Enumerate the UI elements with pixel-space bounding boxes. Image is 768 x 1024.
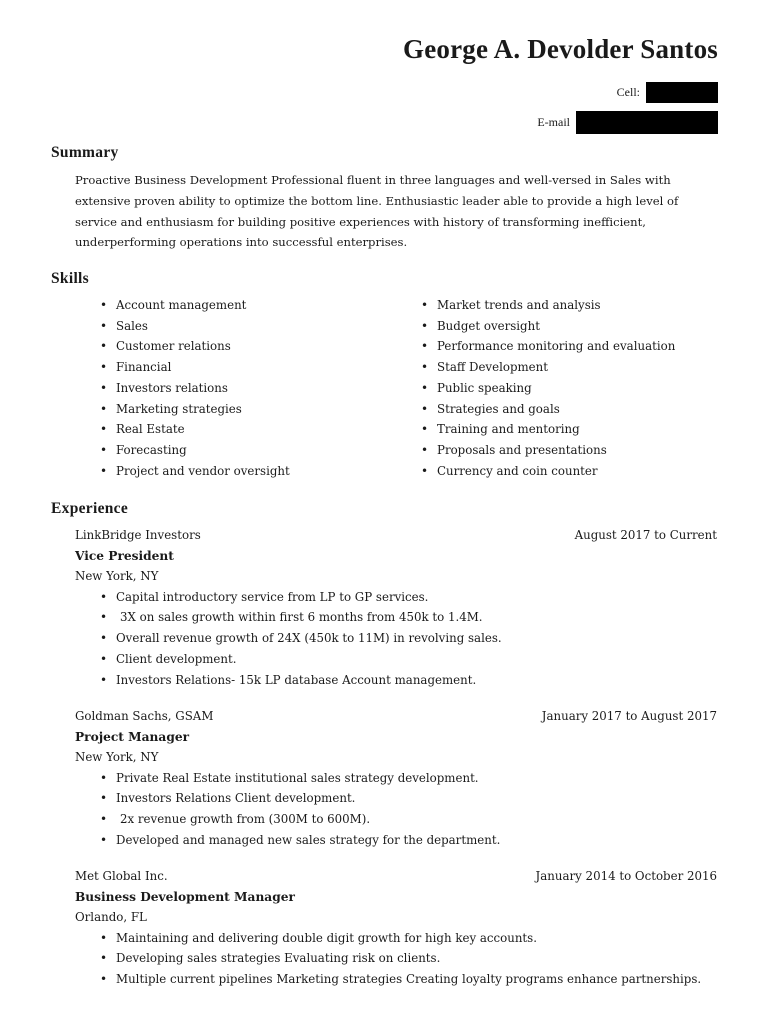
experience-heading: Experience [51, 500, 129, 517]
skill-item: • Budget oversight [421, 316, 675, 337]
skill-item: • Project and vendor oversight [100, 461, 290, 482]
skills-list-right [421, 295, 675, 481]
job-bullet: • Investors Relations- 15k LP database Account management. [100, 670, 717, 691]
skill-item: • Forecasting [100, 440, 290, 461]
email-contact [537, 111, 718, 134]
skill-item: • Staff Development [421, 357, 675, 378]
skill-item: • Training and mentoring [421, 419, 675, 440]
skill-item: • Performance monitoring and evaluation [421, 336, 675, 357]
job-bullet: • 3X on sales growth within first 6 months from 450k to 1.4M. [100, 607, 717, 628]
email-label: E-mail [537, 115, 570, 129]
cell-contact [617, 82, 718, 103]
job-bullet: • Investors Relations Client development. [100, 788, 717, 809]
job-bullet: • Developing sales strategies Evaluating risk on clients. [100, 948, 717, 969]
skill-item: • Marketing strategies [100, 399, 290, 420]
skill-item: • Customer relations [100, 336, 290, 357]
job-bullet: • Maintaining and delivering double digit growth for high key accounts. [100, 928, 717, 949]
job-company: LinkBridge Investors [75, 528, 201, 542]
job-bullet: • Private Real Estate institutional sales strategy development. [100, 768, 717, 789]
job-company: Goldman Sachs, GSAM [75, 709, 214, 723]
job-bullet: • Capital introductory service from LP to GP services. [100, 587, 717, 608]
summary-text: Proactive Business Development Professional fluent in three languages and well-versed in Sales with extensive proven ability to optimize the bottom line. Enthusiastic leader able to provide a high level of service and enthusiasm for building positive experiences with history of transforming inefficient, underperforming operations into successful enterprises. [75, 173, 679, 250]
skill-item: • Strategies and goals [421, 399, 675, 420]
job-location: Orlando, FL [75, 910, 147, 925]
email-redaction [576, 111, 718, 134]
job-dates: August 2017 to Current [574, 528, 717, 542]
job-bullets [75, 768, 717, 851]
job-bullet: • Client development. [100, 649, 717, 670]
job-header [75, 706, 717, 727]
job-bullet: • 2x revenue growth from (300M to 600M). [100, 809, 717, 830]
job-title: Business Development Manager [75, 889, 295, 904]
skills-heading: Skills [51, 270, 89, 287]
job-header [75, 866, 717, 887]
cell-label: Cell: [616, 85, 640, 99]
skill-item: • Real Estate [100, 419, 290, 440]
job-location: New York, NY [75, 569, 159, 584]
skills-list-left [100, 295, 290, 481]
job-dates: January 2017 to August 2017 [541, 709, 717, 723]
job-bullet: • Overall revenue growth of 24X (450k to 11M) in revolving sales. [100, 628, 717, 649]
skill-item: • Proposals and presentations [421, 440, 675, 461]
skill-item: • Financial [100, 357, 290, 378]
skill-item: • Account management [100, 295, 290, 316]
job-header [75, 525, 717, 546]
skill-item: • Sales [100, 316, 290, 337]
job-bullets [75, 587, 717, 691]
cell-redaction [646, 82, 718, 103]
job-title: Vice President [75, 548, 174, 563]
skill-item: • Currency and coin counter [421, 461, 675, 482]
skill-item: • Public speaking [421, 378, 675, 399]
summary-heading: Summary [51, 144, 119, 161]
candidate-name: George A. Devolder Santos [403, 34, 718, 64]
job-title: Project Manager [75, 729, 190, 744]
job-bullet: • Multiple current pipelines Marketing strategies Creating loyalty programs enhance partnerships. [100, 969, 717, 990]
skill-item: • Investors relations [100, 378, 290, 399]
job-entry [75, 866, 717, 990]
job-entry [75, 525, 717, 690]
job-entry [75, 706, 717, 851]
skill-item: • Market trends and analysis [421, 295, 675, 316]
job-location: New York, NY [75, 750, 159, 765]
job-company: Met Global Inc. [75, 869, 168, 883]
job-bullet: • Developed and managed new sales strategy for the department. [100, 830, 717, 851]
job-bullets [75, 928, 717, 990]
job-dates: January 2014 to October 2016 [535, 869, 717, 883]
